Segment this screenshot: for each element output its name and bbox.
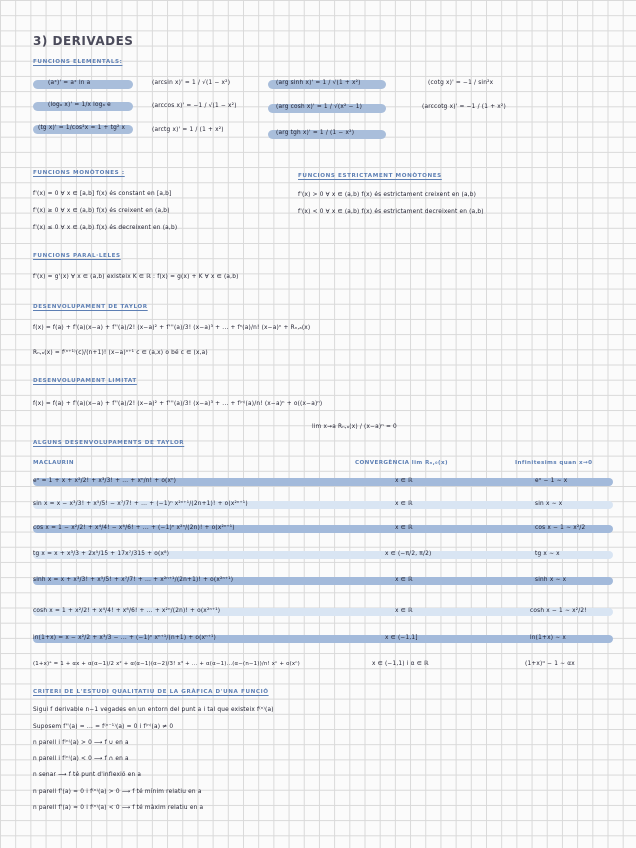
column-header-maclaurin: MACLAURIN [33, 460, 74, 466]
section-heading-elementals: FUNCIONS ELEMENTALS: [33, 59, 123, 65]
criteri-row: n senar ⟶ f té punt d'inflexió en a [33, 772, 142, 778]
criteri-row: n parell i f⁽ⁿ⁾(a) > 0 ⟶ f ∪ en a [33, 740, 129, 746]
section-heading-alguns: ALGUNS DESENVOLUPAMENTS DE TAYLOR [33, 440, 185, 446]
taylor-row-convergence: x ∈ (−1,1) i α ∈ ℝ [372, 661, 429, 667]
criteri-row: Suposem f''(a) = ... = f⁽ⁿ⁻¹⁾(a) = 0 i f⁽ⁿ⁾(a) ≠ 0 [33, 724, 174, 730]
formula-arccotg: (arccotg x)' = −1 / (1 + x²) [422, 104, 506, 110]
taylor-formula: f(x) = f(a) + f'(a)(x−a) + f''(a)/2! (x−a)² + f'''(a)/3! (x−a)³ + ... + fⁿ(a)/n! (x−a)ⁿ + Rₙ,ₐ(x) [33, 325, 311, 331]
taylor-row-convergence: x ∈ ℝ [395, 577, 413, 583]
monotone-row: f'(x) ≤ 0 ∀ x ∈ (a,b) f(x) és decreixent en (a,b) [33, 225, 178, 231]
taylor-remainder: Rₙ,ₐ(x) = f⁽ⁿ⁺¹⁾(c)/(n+1)! (x−a)ⁿ⁺¹ c ∈ (a,x) o bé c ∈ (x,a) [33, 350, 208, 356]
criteri-row: Sigui f derivable n−1 vegades en un entorn del punt a i tal que existeix f⁽ⁿ⁾(a) [33, 707, 274, 713]
taylor-row-convergence: x ∈ ℝ [395, 525, 413, 531]
criteri-row: n parell f'(a) = 0 i f⁽ⁿ⁾(a) > 0 ⟶ f té mínim relatiu en a [33, 789, 202, 795]
column-header-convergencia: CONVERGÈNCIA lim Rₙ,₀(x) [355, 460, 448, 466]
formula-tangent: (tg x)' = 1/cos²x = 1 + tg² x [38, 125, 126, 131]
taylor-row-infinitesim: sin x ∼ x [535, 501, 563, 507]
section-heading-monotones: FUNCIONS MONÒTONES : [33, 170, 125, 176]
section-heading-paraleles: FUNCIONS PARAL·LELES [33, 253, 121, 259]
formula-exponential: (aˣ)' = aˣ ln a [48, 80, 91, 86]
section-heading-taylor: DESENVOLUPAMENT DE TAYLOR [33, 304, 148, 310]
taylor-row-infinitesim: eˣ − 1 ∼ x [535, 478, 568, 484]
taylor-row-infinitesim: tg x ∼ x [535, 551, 560, 557]
taylor-row-convergence: x ∈ (−1,1] [385, 635, 418, 641]
taylor-row-formula: cosh x = 1 + x²/2! + x⁴/4! + x⁶/6! + ... + x²ⁿ/(2n)! + o(x²ⁿ⁺¹) [33, 608, 221, 614]
criteri-row: n parell f'(a) = 0 i f⁽ⁿ⁾(a) < 0 ⟶ f té màxim relatiu en a [33, 805, 204, 811]
taylor-row-formula: eˣ = 1 + x + x²/2! + x³/3! + ... + xⁿ/n! + o(xⁿ) [33, 478, 177, 484]
taylor-row-formula: sinh x = x + x³/3! + x⁵/5! + x⁷/7! + ... + x²ⁿ⁺¹/(2n+1)! + o(x²ⁿ⁺¹) [33, 577, 234, 583]
section-heading-criteri: CRITERI DE L'ESTUDI QUALITATIU DE LA GRÀFICA D'UNA FUNCIÓ [33, 689, 269, 695]
taylor-row-formula: cos x = 1 − x²/2! + x⁴/4! − x⁶/6! + ... + (−1)ⁿ x²ⁿ/(2n)! + o(x²ⁿ⁺¹) [33, 525, 235, 531]
strict-monotone-row: f'(x) < 0 ∀ x ∈ (a,b) f(x) és estrictament decreixent en (a,b) [298, 209, 484, 215]
formula-argsinh: (arg sinh x)' = 1 / √(1 + x²) [276, 80, 361, 86]
section-heading-estrictament: FUNCIONS ESTRICTAMENT MONÒTONES [298, 173, 442, 179]
formula-argcosh: (arg cosh x)' = 1 / √(x² − 1) [276, 104, 363, 110]
limitat-limit: lim x→a Rₙ,ₐ(x) / (x−a)ⁿ = 0 [312, 424, 397, 430]
criteri-row: n parell i f⁽ⁿ⁾(a) < 0 ⟶ f ∩ en a [33, 756, 129, 762]
taylor-row-infinitesim: cos x − 1 ∼ x²/2 [535, 525, 586, 531]
taylor-row-infinitesim: ln(1+x) ∼ x [530, 635, 566, 641]
formula-arcsin: (arcsin x)' = 1 / √(1 − x²) [152, 80, 231, 86]
taylor-row-convergence: x ∈ ℝ [395, 501, 413, 507]
formula-cotg: (cotg x)' = −1 / sin²x [428, 80, 494, 86]
parallel-row: f'(x) = g'(x) ∀ x ∈ (a,b) existeix K ∈ ℝ : f(x) = g(x) + K ∀ x ∈ (a,b) [33, 274, 239, 280]
formula-logarithm: (logₐ x)' = 1/x logₐ e [48, 102, 111, 108]
taylor-row-convergence: x ∈ ℝ [395, 478, 413, 484]
taylor-row-convergence: x ∈ ℝ [395, 608, 413, 614]
monotone-row: f'(x) ≥ 0 ∀ x ∈ (a,b) f(x) és creixent en (a,b) [33, 208, 170, 214]
taylor-row-formula: ln(1+x) = x − x²/2 + x³/3 − ... + (−1)ⁿ xⁿ⁺¹/(n+1) + o(xⁿ⁺¹) [33, 635, 217, 641]
formula-argtgh: (arg tgh x)' = 1 / (1 − x²) [276, 130, 355, 136]
limitat-formula: f(x) = f(a) + f'(a)(x−a) + f''(a)/2! (x−a)² + f'''(a)/3! (x−a)³ + ... + f⁽ⁿ⁾(a)/n! (x−a)ⁿ + o((x−a)ⁿ) [33, 401, 323, 407]
taylor-row-formula: tg x = x + x³/3 + 2x⁵/15 + 17x⁷/315 + o(x⁸) [33, 551, 170, 557]
monotone-row: f'(x) = 0 ∀ x ∈ [a,b] f(x) és constant en [a,b] [33, 191, 172, 197]
formula-arccos: (arccos x)' = −1 / √(1 − x²) [152, 103, 237, 109]
column-header-infinitesims: Infinitesims quan x→0 [515, 460, 593, 466]
taylor-row-infinitesim: (1+x)ᵅ − 1 ∼ αx [525, 661, 575, 667]
taylor-row-infinitesim: sinh x ∼ x [535, 577, 567, 583]
section-heading-limitat: DESENVOLUPAMENT LIMITAT [33, 378, 137, 384]
taylor-row-formula: (1+x)ᵃ = 1 + αx + α(α−1)/2 x² + α(α−1)(α−2)/3! x³ + ... + α(α−1)...(α−(n−1))/n! xⁿ + o(xⁿ) [33, 661, 300, 667]
formula-arctg: (arctg x)' = 1 / (1 + x²) [152, 127, 224, 133]
taylor-row-convergence: x ∈ (−π/2, π/2) [385, 551, 432, 557]
strict-monotone-row: f'(x) > 0 ∀ x ∈ (a,b) f(x) és estrictament creixent en (a,b) [298, 192, 477, 198]
taylor-row-infinitesim: cosh x − 1 ∼ x²/2! [530, 608, 587, 614]
taylor-row-formula: sin x = x − x³/3! + x⁵/5! − x⁷/7! + ... + (−1)ⁿ x²ⁿ⁺¹/(2n+1)! + o(x²ⁿ⁺¹) [33, 501, 248, 507]
page-title: 3) DERIVADES [33, 34, 134, 48]
